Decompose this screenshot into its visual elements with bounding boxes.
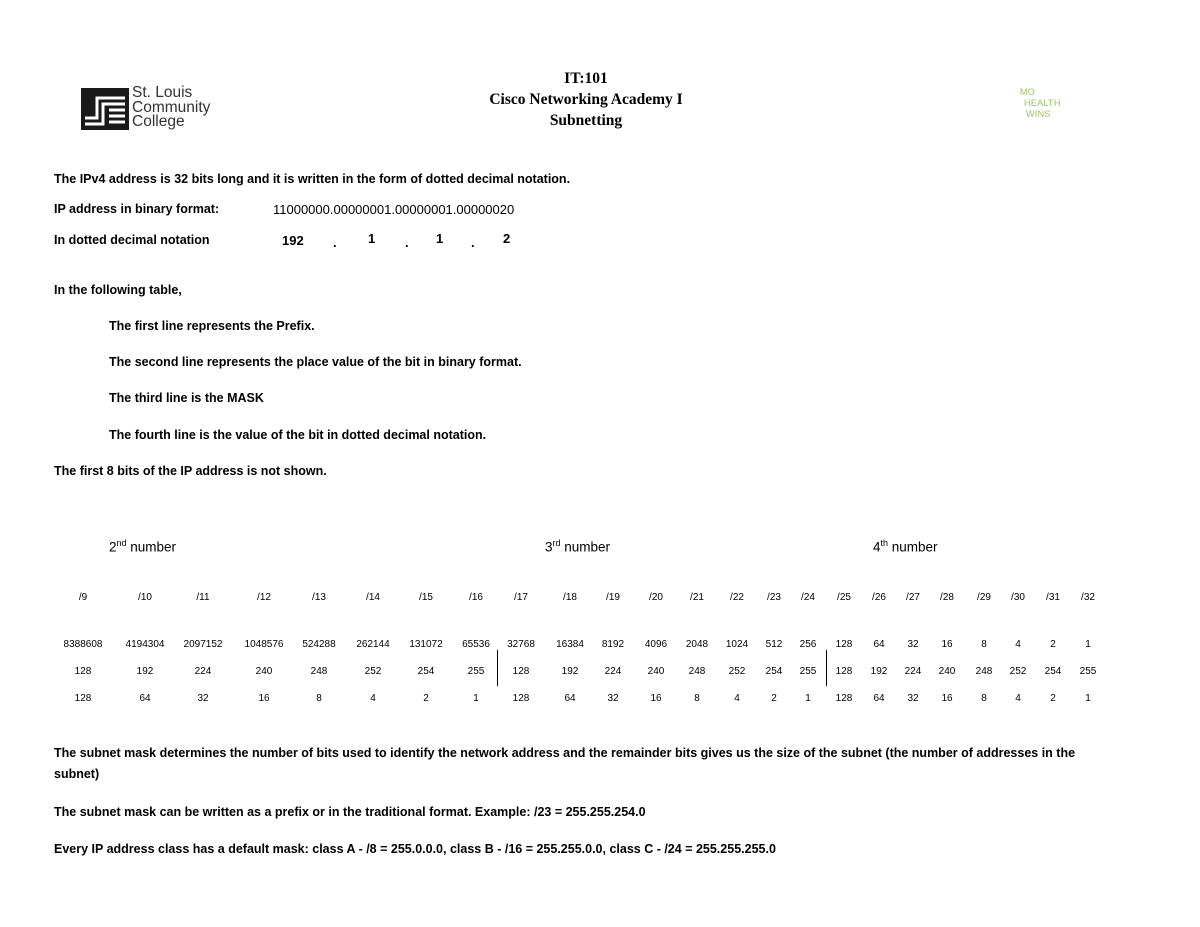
place-value-cell: 1024 bbox=[725, 639, 749, 650]
mask-cell: 252 bbox=[364, 666, 382, 677]
prefix-cell: /26 bbox=[872, 592, 886, 603]
explanation-item-3: The third line is the MASK bbox=[109, 391, 264, 405]
mask-cell: 248 bbox=[975, 666, 993, 677]
decimal-cell: 8 bbox=[316, 693, 322, 704]
group-sup: nd bbox=[116, 538, 127, 548]
mask-cell: 128 bbox=[74, 666, 92, 677]
prefix-cell: /18 bbox=[563, 592, 577, 603]
group-label-3rd bbox=[545, 538, 610, 555]
mask-cell: 192 bbox=[561, 666, 579, 677]
mo-health-wins-logo bbox=[1016, 87, 1066, 129]
course-title: Cisco Networking Academy I bbox=[489, 91, 683, 108]
decimal-cell: 16 bbox=[941, 693, 953, 704]
mask-cell: 248 bbox=[310, 666, 328, 677]
place-value-cell: 32768 bbox=[507, 639, 535, 650]
decimal-cell: 32 bbox=[607, 693, 619, 704]
place-value-cell: 4194304 bbox=[125, 639, 165, 650]
mask-cell: 254 bbox=[417, 666, 435, 677]
dot-1: . bbox=[333, 235, 337, 250]
explanation-item-2: The second line represents the place value of the bit in binary format. bbox=[109, 355, 522, 369]
octet-2: 1 bbox=[368, 231, 376, 246]
place-value-cell: 32 bbox=[907, 639, 919, 650]
footer-para-2: The subnet mask can be written as a prefix or in the traditional format. Example: /23 = 255.255.254.0 bbox=[54, 805, 646, 819]
octet-divider bbox=[826, 650, 827, 686]
explanation-lead: In the following table, bbox=[54, 283, 182, 297]
mask-cell: 192 bbox=[870, 666, 888, 677]
decimal-cell: 2 bbox=[423, 693, 429, 704]
footer-para-1-line-1: The subnet mask determines the number of bits used to identify the network address and the remainder bits gives us the size of the subnet (the number of addresses in the bbox=[54, 746, 1076, 760]
place-value-cell: 2 bbox=[1050, 639, 1056, 650]
prefix-cell: /16 bbox=[469, 592, 483, 603]
footer-para-3: Every IP address class has a default mask: class A - /8 = 255.0.0.0, class B - /16 = 255.255.0.0, class C - /24 = 255.255.255.0 bbox=[54, 842, 776, 856]
place-value-cell: 512 bbox=[765, 639, 783, 650]
decimal-cell: 128 bbox=[74, 693, 92, 704]
decimal-cell: 1 bbox=[473, 693, 479, 704]
place-value-cell: 1 bbox=[1085, 639, 1091, 650]
mask-cell: 252 bbox=[728, 666, 746, 677]
decimal-cell: 64 bbox=[873, 693, 885, 704]
group-sup: rd bbox=[552, 538, 561, 548]
group-label-4th bbox=[873, 538, 938, 555]
logo-right-line-1: MO bbox=[1020, 87, 1036, 97]
decimal-cell: 32 bbox=[197, 693, 209, 704]
prefix-cell: /20 bbox=[649, 592, 663, 603]
place-value-cell: 16 bbox=[941, 639, 953, 650]
explanation-item-4: The fourth line is the value of the bit in dotted decimal notation. bbox=[109, 428, 487, 442]
mask-cell: 224 bbox=[604, 666, 622, 677]
mask-cell: 192 bbox=[136, 666, 154, 677]
mask-cell: 255 bbox=[1079, 666, 1097, 677]
document-header bbox=[0, 68, 1172, 131]
logo-line-3: College bbox=[132, 113, 185, 130]
group-text: number bbox=[126, 539, 177, 555]
group-text: number bbox=[888, 539, 938, 555]
prefix-cell: /22 bbox=[730, 592, 744, 603]
decimal-cell: 8 bbox=[694, 693, 700, 704]
decimal-cell: 64 bbox=[564, 693, 576, 704]
place-value-cell: 65536 bbox=[462, 639, 490, 650]
group-num: 2 bbox=[109, 539, 117, 555]
mask-cell: 240 bbox=[647, 666, 665, 677]
prefix-cell: /12 bbox=[257, 592, 271, 603]
place-value-cell: 524288 bbox=[302, 639, 336, 650]
place-value-cell: 16384 bbox=[556, 639, 584, 650]
prefix-cell: /27 bbox=[906, 592, 920, 603]
decimal-cell: 8 bbox=[981, 693, 987, 704]
decimal-cell: 4 bbox=[370, 693, 376, 704]
decimal-cell: 64 bbox=[139, 693, 151, 704]
binary-label: IP address in binary format: bbox=[54, 202, 220, 216]
prefix-cell: /15 bbox=[419, 592, 433, 603]
prefix-cell: /29 bbox=[977, 592, 991, 603]
logo-right-line-2: HEALTH bbox=[1024, 98, 1061, 108]
logo-right-line-3: WINS bbox=[1026, 109, 1051, 119]
mask-cell: 254 bbox=[765, 666, 783, 677]
prefix-cell: /21 bbox=[690, 592, 704, 603]
mask-cell: 255 bbox=[799, 666, 817, 677]
group-num: 3 bbox=[545, 539, 553, 555]
octet-4: 2 bbox=[503, 231, 511, 246]
mask-cell: 252 bbox=[1009, 666, 1027, 677]
decimal-cell: 32 bbox=[907, 693, 919, 704]
group-text: number bbox=[560, 539, 611, 555]
decimal-cell: 2 bbox=[771, 693, 777, 704]
place-value-cell: 4 bbox=[1015, 639, 1021, 650]
place-value-cell: 1048576 bbox=[244, 639, 284, 650]
octet-1: 192 bbox=[282, 233, 304, 248]
explanation-item-1: The first line represents the Prefix. bbox=[109, 319, 315, 333]
decimal-cell: 2 bbox=[1050, 693, 1056, 704]
dot-3: . bbox=[471, 235, 475, 250]
decimal-cell: 16 bbox=[650, 693, 662, 704]
place-value-cell: 256 bbox=[799, 639, 817, 650]
mask-cell: 224 bbox=[904, 666, 922, 677]
mask-cell: 254 bbox=[1044, 666, 1062, 677]
octet-3: 1 bbox=[436, 231, 444, 246]
prefix-cell: /11 bbox=[196, 592, 210, 603]
decimal-cell: 16 bbox=[258, 693, 270, 704]
decimal-cell: 4 bbox=[734, 693, 740, 704]
explanation-note: The first 8 bits of the IP address is not shown. bbox=[54, 464, 327, 478]
prefix-cell: /32 bbox=[1081, 592, 1095, 603]
place-value-cell: 8192 bbox=[601, 639, 625, 650]
decimal-cell: 128 bbox=[835, 693, 853, 704]
place-value-cell: 128 bbox=[835, 639, 853, 650]
binary-value: 11000000.00000001.00000001.00000020 bbox=[273, 202, 515, 217]
mask-cell: 255 bbox=[467, 666, 485, 677]
group-sup: th bbox=[880, 538, 889, 548]
prefix-cell: /31 bbox=[1046, 592, 1060, 603]
prefix-cell: /17 bbox=[514, 592, 528, 603]
prefix-cell: /25 bbox=[837, 592, 851, 603]
mask-cell: 248 bbox=[688, 666, 706, 677]
place-value-cell: 8 bbox=[981, 639, 987, 650]
place-value-cell: 4096 bbox=[644, 639, 668, 650]
prefix-cell: /19 bbox=[606, 592, 620, 603]
mask-cell: 240 bbox=[255, 666, 273, 677]
prefix-cell: /28 bbox=[940, 592, 954, 603]
mask-cell: 128 bbox=[835, 666, 853, 677]
decimal-cell: 1 bbox=[805, 693, 811, 704]
decimal-cell: 4 bbox=[1015, 693, 1021, 704]
group-label-2nd bbox=[109, 538, 176, 555]
place-value-cell: 2048 bbox=[685, 639, 709, 650]
prefix-cell: /24 bbox=[801, 592, 815, 603]
logo-line-2: Community bbox=[132, 98, 211, 116]
place-value-cell: 131072 bbox=[409, 639, 443, 650]
mask-cell: 240 bbox=[938, 666, 956, 677]
group-num: 4 bbox=[873, 539, 881, 555]
place-value-cell: 262144 bbox=[356, 639, 390, 650]
intro-line: The IPv4 address is 32 bits long and it is written in the form of dotted decimal notation. bbox=[54, 172, 571, 186]
place-value-cell: 2097152 bbox=[183, 639, 223, 650]
dot-2: . bbox=[405, 235, 409, 250]
prefix-cell: /14 bbox=[366, 592, 380, 603]
decimal-cell: 128 bbox=[512, 693, 530, 704]
course-code: IT:101 bbox=[564, 70, 608, 87]
prefix-cell: /13 bbox=[312, 592, 326, 603]
topic-title: Subnetting bbox=[549, 112, 623, 129]
prefix-cell: /10 bbox=[138, 592, 152, 603]
mask-cell: 128 bbox=[512, 666, 530, 677]
footer-para-1-line-2: subnet) bbox=[54, 767, 100, 781]
dotted-label: In dotted decimal notation bbox=[54, 233, 210, 247]
mask-cell: 224 bbox=[194, 666, 212, 677]
prefix-cell: /9 bbox=[78, 592, 88, 603]
prefix-cell: /23 bbox=[767, 592, 781, 603]
decimal-cell: 1 bbox=[1085, 693, 1091, 704]
logo-line-1: St. Louis bbox=[132, 84, 193, 101]
place-value-cell: 8388608 bbox=[63, 639, 103, 650]
prefix-cell: /30 bbox=[1011, 592, 1025, 603]
place-value-cell: 64 bbox=[873, 639, 885, 650]
octet-divider bbox=[497, 650, 498, 686]
